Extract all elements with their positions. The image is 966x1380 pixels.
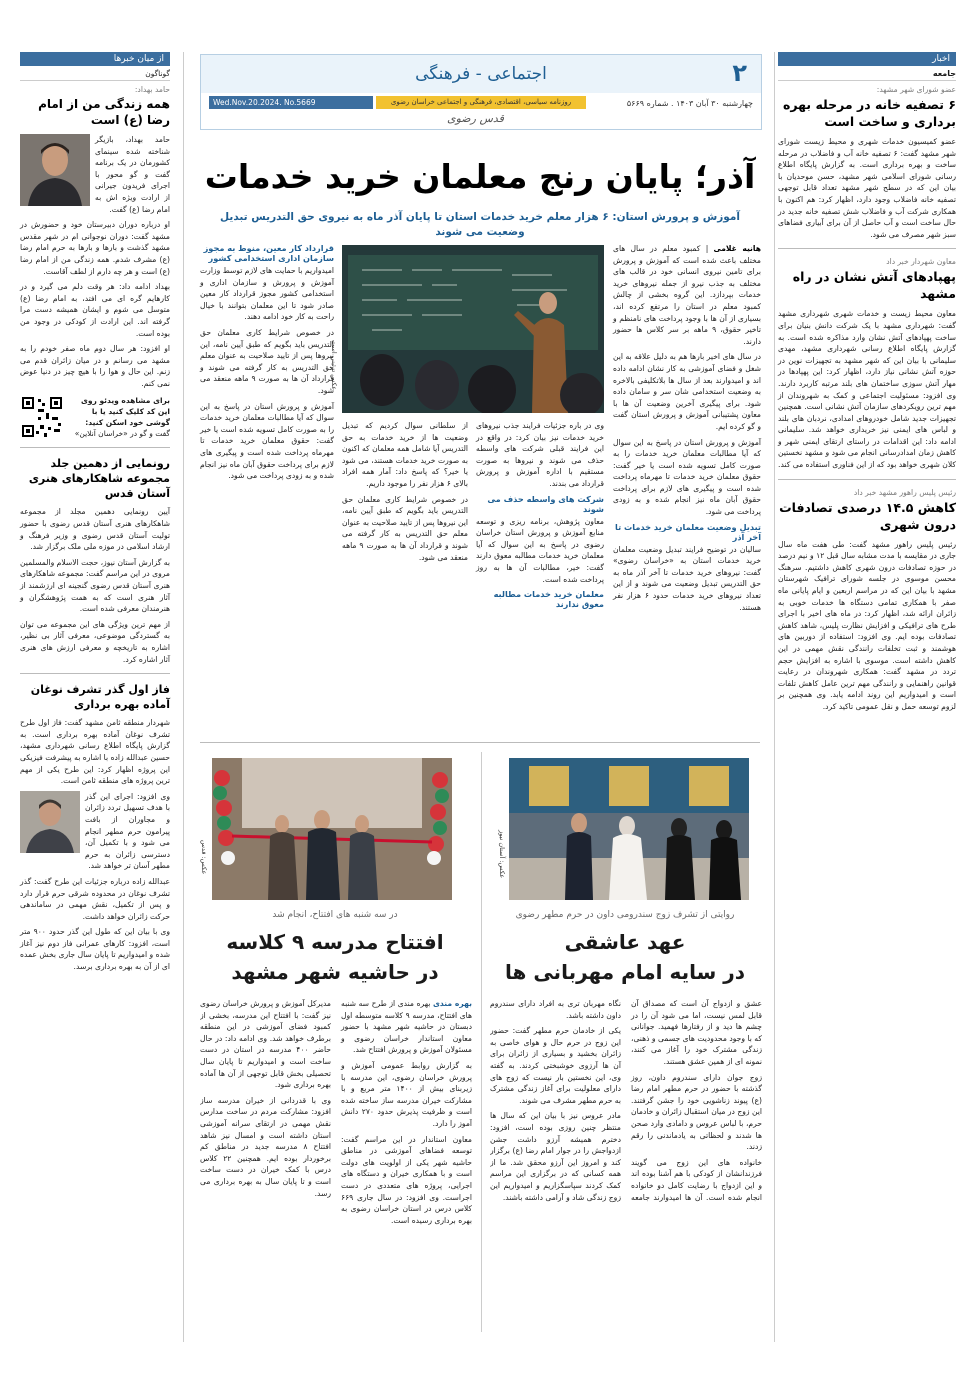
school-body: بهره مندی بهره مندی از طرح سه شنبه های افتتاح، مدرسه ۹ کلاسه متوسطه اول دبستان در حاشیه شهر مشهد با حضور معاون استاندار خراسان رضوی و مسئولان آموزش و پرورش افتتاح شد. bbox=[341, 999, 472, 1055]
divider bbox=[20, 447, 170, 448]
school-kicker: در سه شنبه های افتتاح، انجام شد bbox=[272, 910, 398, 920]
main-article-col4 bbox=[200, 243, 334, 486]
official-photo bbox=[20, 791, 80, 853]
news2-body: معاون محیط زیست و خدمات شهری شهرداری مشهد گفت: شهرداری مشهد با یک شرکت دانش بنیان برای ساخت پهپادهای آتش نشان وارد مذاکره شده است. به گزارش پایگاه اطلاع رسانی شهرداری مشهد، مهدی سلیمانی با بیان این که شهر مشهد به تجهیزات نوین در حوزه آتش نشانی نیاز دارد، اظهار کرد: این پهپادها در مهار آتش سوزی ساختمان های بلند مرتبه کاربرد دارند. وی افزود: مسئولیت اجتماعی و کمک به شهروندان از مهم ترین رویکردهای سازمان آتش نشانی است. همچنین تجهیزات جدید شامل خودروهای امدادی، نردبان های بلند و لباس های ایمنی نیز خریداری خواهد شد. سلیمانی ادامه داد: این اقدامات در راستای ارتقای ایمنی شهر و کاهش زمان امدادرسانی انجام می شود و مشهد نخستین کلان شهری خواهد بود که از این فناوری استفاده می کند. bbox=[778, 309, 956, 470]
story1-body: حامد بهداد، بازیگر شناخته شده سینمای کشورمان در یک برنامه گفت و گو محور با اجرای فریدون جیرانی از ارادت ویژه اش به امام رضا (ع) گفت. bbox=[95, 135, 170, 214]
story3-title: فاز اول گذر تشرف نوغان آماده بهره برداری bbox=[30, 683, 170, 712]
wedding-body: خانواده های این زوج می گویند فرزندانشان از کودکی با هم آشنا بوده اند و این ازدواج با رضایت کامل دو خانواده انجام شده است. آن ها امیدوارند جامعه نگاه مهربان تری به افراد دارای سندروم داون داشته باشد. bbox=[490, 999, 762, 1202]
news2-kicker: معاون شهردار خبر داد bbox=[886, 257, 956, 267]
school-body: وی با قدردانی از خیران مدرسه ساز افزود: مشارکت مردم در ساخت مدارس نقش مهمی در ارتقای سرانه آموزشی استان داشته است و امسال نیز شاهد افتتاح ۸ مدرسه جدید در مناطق کم برخوردار بوده ایم. همچنین ۲۲ کلاس درس با کمک خیران در دست ساخت است و تا پایان سال به بهره برداری می رسد. bbox=[200, 1095, 331, 1198]
classroom-photo bbox=[342, 245, 604, 413]
qr-subcaption: گفت و گو در «خراسان آنلاین» bbox=[74, 429, 170, 439]
main-lead: آموزش و پرورش استان: ۶ هزار معلم خرید خدمات استان تا پایان آذر ماه به نیروی حق التدریس تبدیل وضعیت می شوند bbox=[220, 211, 740, 238]
wedding-body: مادر عروس نیز با بیان این که سال ها منتظر چنین روزی بوده است، افزود: دخترم همیشه آرزو داشت جشن ازدواجش را در جوار امام رضا (ع) برگزار کند و امروز این آرزو محقق شد. ما از همه کسانی که در برگزاری این مراسم کمک کردند سپاسگزاریم و امیدواریم این زوج زندگی شاد و آرامی داشته باشند. bbox=[490, 1111, 621, 1202]
left-column-label: از میان خبرها bbox=[20, 52, 170, 66]
story1-kicker: حامد بهداد: bbox=[134, 85, 170, 94]
column-rule bbox=[774, 52, 775, 1342]
wedding-article bbox=[490, 998, 762, 1328]
subheading-transfer: تبدیل وضعیت معلمان خرید خدمات تا آخر آذر bbox=[615, 521, 761, 542]
actor-photo bbox=[20, 134, 90, 206]
story1-body: او افزود: هر سال دوم ماه صفر خودم را به مشهد می رسانم و در میان زائران قدم می زنم. این حال و هوا را با هیچ چیز در دنیا عوض نمی کنم. bbox=[20, 344, 170, 388]
column-rule bbox=[481, 752, 482, 1332]
wedding-photo-credit: عکس: آستان نیوز bbox=[498, 830, 506, 879]
news3-title: کاهش ۱۴.۵ درصدی تصادفات درون شهری bbox=[779, 499, 956, 532]
masthead-top-band bbox=[201, 55, 761, 93]
classroom-photo-credit: عکس تزئینی است bbox=[330, 340, 338, 391]
main-body: در خصوص شرایط کاری معلمان حق التدریس باید بگویم که طبق آیین نامه، این نیروها پس از تایید صلاحیت به عنوان معلم حق التدریس به کار گرفته می شوند و قرارداد آن ها به صورت ۹ ماهه منعقد می شود. bbox=[200, 327, 334, 395]
wedding-body: زوج جوان دارای سندروم داون، روز گذشته با حضور در حرم مطهر امام رضا (ع) پیوند زناشویی خود را جشن گرفتند. این زوج در میان استقبال زائران و خادمان حرم، با لباس عروس و دامادی وارد صحن ها شدند و لحظاتی به یادماندنی را رقم زدند. bbox=[631, 1072, 762, 1152]
subheading-contract: قرارداد کار معین، منوط به مجوز سازمان اداری استخدامی کشور bbox=[203, 243, 334, 263]
left-column-kicker: گوناگون bbox=[20, 69, 170, 81]
date-fa: چهارشنبه ۳۰ آبان ۱۴۰۳ . شماره ۵۶۶۹ bbox=[626, 99, 753, 108]
news1-kicker: عضو شورای شهر مشهد: bbox=[876, 85, 956, 94]
news1-title: ۶ تصفیه خانه در مرحله بهره برداری و ساخت است bbox=[783, 97, 956, 129]
story2-body: به گزارش آستان نیوز، حجت الاسلام والمسلمین مروی در این مراسم گفت: مجموعه شاهکارهای هنری آستان قدس رضوی گنجینه ای ارزشمند از آثار هنری است که به همت پژوهشگران و هنرمندان معرفی شده است. bbox=[20, 557, 170, 614]
main-body: امیدواریم با حمایت های لازم توسط وزارت آموزش و پرورش و سازمان اداری و استخدامی کشور مجوز قرارداد کار معین صادر شود تا این معلمان بتوانند با خیال راحت به کار خود ادامه دهند. bbox=[200, 266, 334, 322]
date-en: Wed.Nov.20.2024. No.5669 bbox=[209, 96, 373, 109]
masthead-logo: قدس رضوی bbox=[447, 112, 504, 125]
column-rule bbox=[183, 52, 184, 1342]
right-column-kicker: جامعه bbox=[778, 69, 956, 81]
qr-caption: برای مشاهده ویدئو روی این کد کلیک کنید یا با گوشی خود اسکن کنید: bbox=[81, 396, 170, 428]
main-article-col3 bbox=[342, 420, 468, 567]
wedding-body: عشق و ازدواج آن است که مصداق آن قابل لمس نیست، اما می شود آن را در چشم ها دید و از رفتارها فهمید. جوانانی که با وجود محدودیت های جسمی و ذهنی، زندگی مشترک خود را آغاز می کنند، نمونه ای از همین عشق هستند. bbox=[631, 999, 762, 1066]
wedding-title-line2: در سایه امام مهربانی ها bbox=[504, 960, 746, 984]
divider bbox=[20, 673, 170, 674]
story3-body: وی با بیان این که طول این گذر حدود ۹۰۰ متر است، افزود: کارهای عمرانی فاز دوم نیز آغاز شده و امیدواریم تا پایان سال جاری بخش عمده ای از آن به بهره برداری برسد. bbox=[20, 927, 171, 972]
main-body: آموزش و پرورش استان در پاسخ به این سوال که آیا مطالبات معلمان خرید خدمات را به صورت کامل تسویه شده است یا خیر گفت: حقوق معلمان خرید خدمات تا مهرماه پرداخت شده است و پیگیری های لازم برای پرداخت حقوق آبان ماه نیز انجام شده و به زودی پرداخت می شود. bbox=[613, 437, 761, 517]
main-body: در خصوص شرایط کاری معلمان حق التدریس باید بگویم که طبق آیین نامه، این نیروها پس از تایید صلاحیت به عنوان معلم حق التدریس به کار گرفته می شوند و قرارداد آن ها به صورت ۹ ماهه منعقد می شود. bbox=[342, 494, 469, 562]
divider bbox=[778, 248, 956, 249]
main-body: سالیان در توضیح فرایند تبدیل وضعیت معلمان خرید خدمات استان به «خراسان رضوی» گفت: نیروهای خرید خدمات تا آخر آذر ماه به حق التدریس تبدیل وضعیت می شوند و از این تعداد نیروهای خرید خدمات حدود ۶ هزار نفر هستند. bbox=[613, 544, 761, 612]
main-body: در سال های اخیر بارها هم به دلیل علاقه به این شغل و فضای آموزشی به کار نشان ادامه داده اند و امیدوارند بعد از سال ها بلاتکلیفی بالاخره به وضعیت استخدامی شان سر و سامان داده شود. برای پیگیری آخرین وضعیت آن ها با معاون پشتیبانی آموزش و پرورش استان گفت و گو کرده ایم. bbox=[613, 352, 761, 431]
story2-body: از مهم ترین ویژگی های این مجموعه می توان به گستردگی موضوعی، معرفی آثار بی نظیر، اشاره به تاریخچه و معرفی ارزش های هنری آثار اشاره کرد. bbox=[20, 619, 170, 664]
qr-code[interactable] bbox=[20, 395, 64, 439]
main-body: آموزش و پرورش استان در پاسخ به این سوال که آیا مطالبات معلمان خرید خدمات را به صورت کامل تسویه شده است یا خیر گفت: حقوق معلمان خرید خدمات تا مهرماه پرداخت شده است و پیگیری های لازم برای پرداخت حقوق آبان ماه نیز انجام شده و به زودی پرداخت می شود. bbox=[200, 401, 334, 481]
school-title-line1: افتتاح مدرسه ۹ کلاسه bbox=[226, 930, 444, 954]
right-column-label: اخبار bbox=[778, 52, 956, 66]
main-headline: آذر؛ پایان رنج معلمان خرید خدمات bbox=[204, 157, 756, 196]
right-column bbox=[778, 52, 956, 717]
news3-kicker: رئیس پلیس راهور مشهد خبر داد bbox=[853, 487, 956, 497]
section-title: اجتماعی - فرهنگی bbox=[415, 64, 547, 84]
subheading-intermediaries: شرکت های واسطه حذف می شوند bbox=[487, 493, 604, 514]
story2-title: رونمایی از دهمین جلد مجموعه شاهکارهای هنری آستان قدس bbox=[28, 457, 170, 501]
qr-block bbox=[20, 395, 170, 439]
main-body: هانیه غلامی | کمبود معلم در سال های مختلف باعث شده است که آموزش و پرورش برای تامین نیروی انسانی خود در قالب های مختلف به جذب نیرو از جمله نیروهای خرید خدمات بپردازد. این گروه بخشی از چالش کمبود معلم در استان را مرتفع کرده اند، بسیاری از آن ها با وجود پرداخت های نامنظم و تاخیر حقوق، ۹ ماهه بر سر کلاس ها حضور دارند. bbox=[613, 244, 762, 346]
story3-body: شهردار منطقه ثامن مشهد گفت: فاز اول طرح تشرف نوغان آماده بهره برداری است. به گزارش پایگاه اطلاع رسانی شهرداری مشهد، حسین عبدالله زاده با اشاره به پیشرفت فیزیکی این پروژه اظهار کرد: این طرح یکی از مهم ترین پروژه های منطقه ثامن است. bbox=[20, 718, 170, 786]
school-body: به گزارش روابط عمومی آموزش و پرورش خراسان رضوی، این مدرسه با زیربنای بیش از ۱۴۰۰ متر مربع و با مشارکت خیران مدرسه ساز ساخته شده است و ظرفیت پذیرش حدود ۲۷۰ دانش آموز را دارد. bbox=[341, 1060, 472, 1128]
story3-body: وی افزود: اجرای این گذر با هدف تسهیل تردد زائران و مجاوران از بافت پیرامون حرم مطهر انجام می شود و با تکمیل آن، دسترسی زائران به حرم مطهر آسان تر خواهد شد. bbox=[85, 791, 170, 871]
left-column bbox=[20, 52, 170, 977]
wedding-kicker: روایتی از تشرف زوج سندرومی داون در حرم مطهر رضوی bbox=[515, 910, 735, 920]
wedding-body: یکی از خادمان حرم مطهر گفت: حضور این زوج در حرم حال و هوای خاصی به زائران بخشید و بسیاری از زائران برای آن ها آرزوی خوشبختی کردند. به گفته وی، این نخستین بار نیست که زوج های دارای معلولیت برای آغاز زندگی مشترک به حرم مطهر مشرف می شوند. bbox=[490, 1026, 621, 1105]
story1-body: او درباره دوران دبیرستان خود و حضورش در مشهد گفت: دوران نوجوانی ام در شهر مقدس مشهد گذشت و بارها و بارها به حرم امام رضا (ع) مشرف شدم. همه زندگی من از امام رضا (ع) است و هر چه دارم از لطف آقاست. bbox=[20, 220, 170, 276]
main-body: معاون پژوهش، برنامه ریزی و توسعه منابع آموزش و پرورش استان خراسان رضوی در پاسخ به این سوال که آیا معلمان خرید خدمات مطالبه معوق دارند گفت: خیر، مطالبات آن ها به روز پرداخت شده است. bbox=[476, 516, 604, 584]
school-article bbox=[200, 998, 472, 1328]
school-body: مدیرکل آموزش و پرورش خراسان رضوی نیز گفت: با افتتاح این مدرسه، بخشی از کمبود فضای آموزشی در این منطقه برطرف خواهد شد. وی ادامه داد: در حال حاضر ۴۰۰ مدرسه در استان در دست ساخت است و امیدواریم تا پایان سال تحصیلی بخش قابل توجهی از آن ها آماده بهره برداری شود. bbox=[200, 999, 331, 1090]
story2-body: آیین رونمایی دهمین مجلد از مجموعه شاهکارهای هنری آستان قدس رضوی با حضور تولیت آستان قدس رضوی و وزیر فرهنگ و ارشاد اسلامی در موزه ملی ملک برگزار شد. bbox=[20, 507, 170, 552]
story3-body: عبدالله زاده درباره جزئیات این طرح گفت: گذر تشرف نوغان در محدوده شرقی حرم قرار دارد و پس از تکمیل، نقش مهمی در ساماندهی حرکت زائران خواهد داشت. bbox=[20, 876, 170, 921]
news3-body: رئیس پلیس راهور مشهد گفت: طی هفت ماه سال جاری در مقایسه با مدت مشابه سال قبل ۱۲ و نیم درصد در حوزه تصادفات درون شهری کاهش داشتیم. سرهنگ محسن موسوی در جلسه شورای ترافیک شهرستان مشهد با بیان این که در مراسم اربعین و ایام پایانی ماه صفر با همکاری تمامی دستگاه ها خدمات خوبی به زائران ارائه شد، اظهار کرد: در ماه های اخیر با اجرای طرح های ترافیکی و افزایش نظارت پلیس، شاهد کاهش تصادفات بوده ایم. وی افزود: استفاده از دوربین های هوشمند و ثبت تخلفات رانندگی نقش مهمی در این کاهش داشته است. موسوی با اشاره به افزایش حجم تردد در مشهد گفت: همکاری شهروندان در رعایت قوانین راهنمایی و رانندگی مهم ترین عامل کاهش تلفات است و امیدواریم این روند ادامه یابد. وی همچنین بر لزوم توسعه حمل و نقل عمومی تاکید کرد. bbox=[778, 539, 956, 711]
divider bbox=[778, 479, 956, 480]
subheading-no-arrears: معلمان خرید خدمات مطالبه معوق ندارند bbox=[493, 589, 604, 610]
school-body: معاون استاندار در این مراسم گفت: توسعه فضاهای آموزشی در مناطق حاشیه شهر یکی از اولویت های دولت است و با همکاری خیران و دستگاه های اجرایی، پروژه های متعددی در دست اجراست. وی افزود: در سال جاری ۶۶۹ کلاس درس در استان خراسان رضوی به بهره برداری رسیده است. bbox=[341, 1134, 472, 1225]
page-number: ۲ bbox=[732, 59, 747, 87]
main-article-col1 bbox=[613, 243, 761, 617]
main-body: وی در باره جزئیات فرایند جذب نیروهای خرید خدمات نیز بیان کرد: در واقع در این فرایند قبلی شرکت های واسطه حذف می شوند و نیروها به صورت مستقیم با اداره آموزش و پرورش قرارداد می بندند. bbox=[476, 421, 604, 488]
section-rule bbox=[200, 742, 760, 743]
masthead bbox=[200, 54, 762, 130]
byline: هانیه غلامی bbox=[713, 244, 762, 253]
main-article-col2 bbox=[476, 420, 604, 611]
story1-title: همه زندگی من از امام رضا (ع) است bbox=[38, 97, 170, 127]
story1-body: بهداد ادامه داد: هر وقت دلم می گیرد و در کارهایم گره ای می افتد، به امام رضا (ع) متوسل می شوم و ایشان همیشه دست مرا گرفته اند. این ارادت از کودکی در وجود من بوده است. bbox=[20, 282, 170, 338]
news2-title: پهپادهای آتش نشان در راه مشهد bbox=[792, 269, 956, 302]
wedding-photo bbox=[509, 758, 749, 900]
wedding-title-line1: عهد عاشقی bbox=[564, 930, 686, 954]
school-photo bbox=[212, 758, 452, 900]
main-body: از سلطانی سوال کردیم که تبدیل وضعیت ها از خرید خدمات به حق التدریس آیا شامل همه معلمان که اکنون به صورت خرید خدمات هستند، می شود یا خیر؟ که پاسخ داد: آمار همه افراد بالای ۶ هزار نفر را موجود داریم. bbox=[342, 421, 468, 488]
tagline: روزنامه سیاسی، اقتصادی، فرهنگی و اجتماعی خراسان رضوی bbox=[376, 96, 586, 109]
school-photo-credit: عکس: قدس bbox=[200, 840, 208, 875]
news1-body: عضو کمیسیون خدمات شهری و محیط زیست شورای شهر مشهد گفت: ۶ تصفیه خانه آب و فاضلاب در مرحله ساخت و بهره برداری است. به گزارش پایگاه اطلاع رسانی شورای اسلامی شهر مشهد، حسن موحدیان با بیان این که در سطح شهر مشهد تعداد قابل توجهی تصفیه خانه فاضلاب وجود دارد، اظهار کرد: هم اکنون با همکاری شرکت آب و فاضلاب شش تصفیه خانه جدید در حال ساخت است و آب حاصل از آن برای آبیاری فضاهای سبز شهر مصرف می شود. bbox=[778, 137, 956, 239]
school-title-line2: در حاشیه شهر مشهد bbox=[231, 960, 439, 984]
